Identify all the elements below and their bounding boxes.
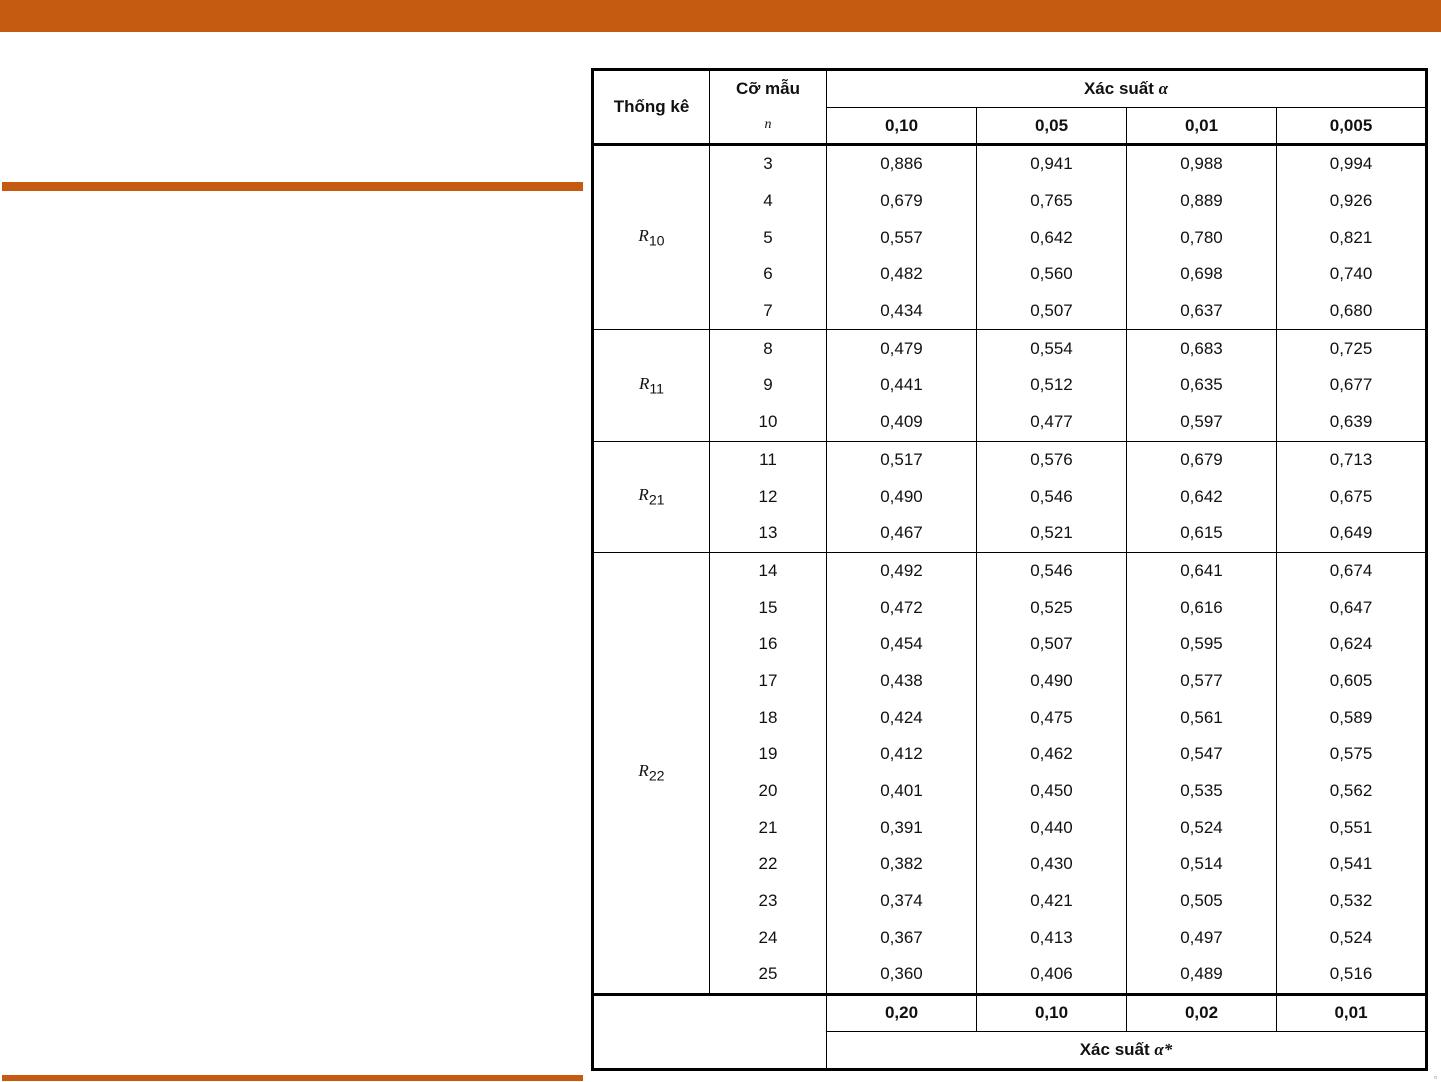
value-cell: 0,454 <box>827 626 977 663</box>
alpha-col-3: 0,01 <box>1127 108 1277 145</box>
value-cell: 0,557 <box>827 219 977 256</box>
alpha-star-col-1: 0,20 <box>827 994 977 1031</box>
table-body <box>593 145 1427 995</box>
header-row-1 <box>593 70 1427 108</box>
top-accent-bar <box>0 0 1441 32</box>
table-row <box>593 809 1427 846</box>
sample-size-cell: 11 <box>710 441 827 478</box>
sample-size-cell: 16 <box>710 626 827 663</box>
value-cell: 0,497 <box>1127 919 1277 956</box>
stat-subscript: 21 <box>648 492 665 509</box>
value-cell: 0,413 <box>977 919 1127 956</box>
value-cell: 0,517 <box>827 441 977 478</box>
value-cell: 0,532 <box>1277 883 1427 920</box>
value-cell: 0,450 <box>977 773 1127 810</box>
value-cell: 0,525 <box>977 589 1127 626</box>
value-cell: 0,421 <box>977 883 1127 920</box>
value-cell: 0,679 <box>827 183 977 220</box>
value-cell: 0,616 <box>1127 589 1277 626</box>
value-cell: 0,698 <box>1127 256 1277 293</box>
probability-header <box>827 70 1427 108</box>
value-cell: 0,597 <box>1127 404 1277 441</box>
value-cell: 0,577 <box>1127 663 1277 700</box>
value-cell: 0,575 <box>1277 736 1427 773</box>
value-cell: 0,391 <box>827 809 977 846</box>
value-cell: 0,406 <box>977 956 1127 994</box>
value-cell: 0,440 <box>977 809 1127 846</box>
value-cell: 0,642 <box>1127 478 1277 515</box>
value-cell: 0,541 <box>1277 846 1427 883</box>
alpha-star-header <box>827 1031 1427 1069</box>
sample-size-cell: 3 <box>710 145 827 183</box>
value-cell: 0,725 <box>1277 330 1427 367</box>
value-cell: 0,642 <box>977 219 1127 256</box>
value-cell: 0,467 <box>827 515 977 552</box>
stat-group-label <box>593 441 710 552</box>
value-cell: 0,401 <box>827 773 977 810</box>
table-row <box>593 330 1427 367</box>
table-row <box>593 956 1427 994</box>
stat-group-label <box>593 330 710 441</box>
stat-subscript: 22 <box>648 768 665 785</box>
value-cell: 0,675 <box>1277 478 1427 515</box>
value-cell: 0,554 <box>977 330 1127 367</box>
table-row <box>593 663 1427 700</box>
stat-group-label <box>593 552 710 994</box>
value-cell: 0,434 <box>827 293 977 330</box>
value-cell: 0,521 <box>977 515 1127 552</box>
value-cell: 0,475 <box>977 699 1127 736</box>
sample-size-symbol: n <box>710 108 827 145</box>
sample-size-cell: 18 <box>710 699 827 736</box>
alpha-col-2: 0,05 <box>977 108 1127 145</box>
stat-group-label <box>593 145 710 330</box>
table-row <box>593 883 1427 920</box>
value-cell: 0,512 <box>977 367 1127 404</box>
value-cell: 0,524 <box>1277 919 1427 956</box>
alpha-col-1: 0,10 <box>827 108 977 145</box>
value-cell: 0,551 <box>1277 809 1427 846</box>
sample-size-cell: 21 <box>710 809 827 846</box>
value-cell: 0,560 <box>977 256 1127 293</box>
sample-size-cell: 4 <box>710 183 827 220</box>
table-row <box>593 846 1427 883</box>
value-cell: 0,683 <box>1127 330 1277 367</box>
value-cell: 0,409 <box>827 404 977 441</box>
sample-size-cell: 17 <box>710 663 827 700</box>
stat-subscript: 10 <box>648 233 665 250</box>
value-cell: 0,624 <box>1277 626 1427 663</box>
sample-size-cell: 14 <box>710 552 827 589</box>
sample-size-cell: 8 <box>710 330 827 367</box>
value-cell: 0,516 <box>1277 956 1427 994</box>
alpha-star-col-4: 0,01 <box>1277 994 1427 1031</box>
value-cell: 0,605 <box>1277 663 1427 700</box>
value-cell: 0,441 <box>827 367 977 404</box>
alpha-star-col-3: 0,02 <box>1127 994 1277 1031</box>
accent-divider-middle <box>2 182 583 191</box>
table-row <box>593 183 1427 220</box>
stat-symbol: R <box>638 373 650 393</box>
sample-size-cell: 20 <box>710 773 827 810</box>
value-cell: 0,382 <box>827 846 977 883</box>
table-row <box>593 773 1427 810</box>
table-row <box>593 145 1427 183</box>
table-row <box>593 441 1427 478</box>
sample-size-cell: 12 <box>710 478 827 515</box>
table-row <box>593 404 1427 441</box>
table-row <box>593 552 1427 589</box>
table-row <box>593 515 1427 552</box>
value-cell: 0,677 <box>1277 367 1427 404</box>
header-row-2 <box>593 108 1427 145</box>
stat-symbol: R <box>638 226 649 246</box>
value-cell: 0,649 <box>1277 515 1427 552</box>
table-row <box>593 626 1427 663</box>
sample-size-cell: 5 <box>710 219 827 256</box>
stat-subscript: 11 <box>649 381 665 398</box>
corner-mark: ▫ <box>1434 1073 1437 1082</box>
value-cell: 0,615 <box>1127 515 1277 552</box>
alpha-symbol: α <box>1158 79 1169 98</box>
value-cell: 0,472 <box>827 589 977 626</box>
value-cell: 0,637 <box>1127 293 1277 330</box>
value-cell: 0,680 <box>1277 293 1427 330</box>
value-cell: 0,477 <box>977 404 1127 441</box>
value-cell: 0,639 <box>1277 404 1427 441</box>
value-cell: 0,561 <box>1127 699 1277 736</box>
value-cell: 0,562 <box>1277 773 1427 810</box>
accent-divider-bottom <box>2 1075 583 1081</box>
value-cell: 0,926 <box>1277 183 1427 220</box>
value-cell: 0,507 <box>977 293 1127 330</box>
stat-header: Thống kê <box>593 70 710 145</box>
sample-size-cell: 15 <box>710 589 827 626</box>
value-cell: 0,507 <box>977 626 1127 663</box>
value-cell: 0,941 <box>977 145 1127 183</box>
value-cell: 0,430 <box>977 846 1127 883</box>
value-cell: 0,514 <box>1127 846 1277 883</box>
sample-size-cell: 23 <box>710 883 827 920</box>
value-cell: 0,462 <box>977 736 1127 773</box>
value-cell: 0,505 <box>1127 883 1277 920</box>
sample-size-cell: 7 <box>710 293 827 330</box>
value-cell: 0,647 <box>1277 589 1427 626</box>
value-cell: 0,360 <box>827 956 977 994</box>
value-cell: 0,535 <box>1127 773 1277 810</box>
alpha-star-col-2: 0,10 <box>977 994 1127 1031</box>
alpha-col-4: 0,005 <box>1277 108 1427 145</box>
table-row <box>593 589 1427 626</box>
value-cell: 0,994 <box>1277 145 1427 183</box>
alpha-star-symbol: α* <box>1154 1039 1173 1059</box>
table-row <box>593 256 1427 293</box>
table-row <box>593 367 1427 404</box>
value-cell: 0,988 <box>1127 145 1277 183</box>
value-cell: 0,589 <box>1277 699 1427 736</box>
sample-size-cell: 22 <box>710 846 827 883</box>
value-cell: 0,367 <box>827 919 977 956</box>
value-cell: 0,374 <box>827 883 977 920</box>
table-row <box>593 293 1427 330</box>
value-cell: 0,889 <box>1127 183 1277 220</box>
footer-blank-cell <box>593 994 827 1069</box>
value-cell: 0,492 <box>827 552 977 589</box>
value-cell: 0,524 <box>1127 809 1277 846</box>
value-cell: 0,490 <box>827 478 977 515</box>
value-cell: 0,713 <box>1277 441 1427 478</box>
value-cell: 0,482 <box>827 256 977 293</box>
value-cell: 0,740 <box>1277 256 1427 293</box>
table-row <box>593 478 1427 515</box>
value-cell: 0,490 <box>977 663 1127 700</box>
value-cell: 0,546 <box>977 478 1127 515</box>
value-cell: 0,780 <box>1127 219 1277 256</box>
value-cell: 0,479 <box>827 330 977 367</box>
table-row <box>593 736 1427 773</box>
footer-row-1 <box>593 994 1427 1031</box>
sample-size-cell: 25 <box>710 956 827 994</box>
value-cell: 0,595 <box>1127 626 1277 663</box>
alpha-star-probability-label: Xác suất <box>1079 1039 1150 1059</box>
value-cell: 0,424 <box>827 699 977 736</box>
value-cell: 0,576 <box>977 441 1127 478</box>
value-cell: 0,412 <box>827 736 977 773</box>
value-cell: 0,679 <box>1127 441 1277 478</box>
table-row <box>593 219 1427 256</box>
sample-size-cell: 10 <box>710 404 827 441</box>
stat-symbol: R <box>638 760 649 780</box>
value-cell: 0,635 <box>1127 367 1277 404</box>
table-row <box>593 919 1427 956</box>
sample-size-cell: 13 <box>710 515 827 552</box>
stat-symbol: R <box>638 484 649 504</box>
value-cell: 0,547 <box>1127 736 1277 773</box>
sample-size-cell: 24 <box>710 919 827 956</box>
critical-values-table <box>591 68 1428 1071</box>
probability-label: Xác suất <box>1083 79 1154 98</box>
value-cell: 0,821 <box>1277 219 1427 256</box>
value-cell: 0,546 <box>977 552 1127 589</box>
table-row <box>593 699 1427 736</box>
sample-size-cell: 6 <box>710 256 827 293</box>
value-cell: 0,438 <box>827 663 977 700</box>
sample-size-header: Cỡ mẫu <box>710 70 827 108</box>
value-cell: 0,674 <box>1277 552 1427 589</box>
value-cell: 0,765 <box>977 183 1127 220</box>
value-cell: 0,641 <box>1127 552 1277 589</box>
sample-size-cell: 19 <box>710 736 827 773</box>
value-cell: 0,886 <box>827 145 977 183</box>
value-cell: 0,489 <box>1127 956 1277 994</box>
sample-size-cell: 9 <box>710 367 827 404</box>
